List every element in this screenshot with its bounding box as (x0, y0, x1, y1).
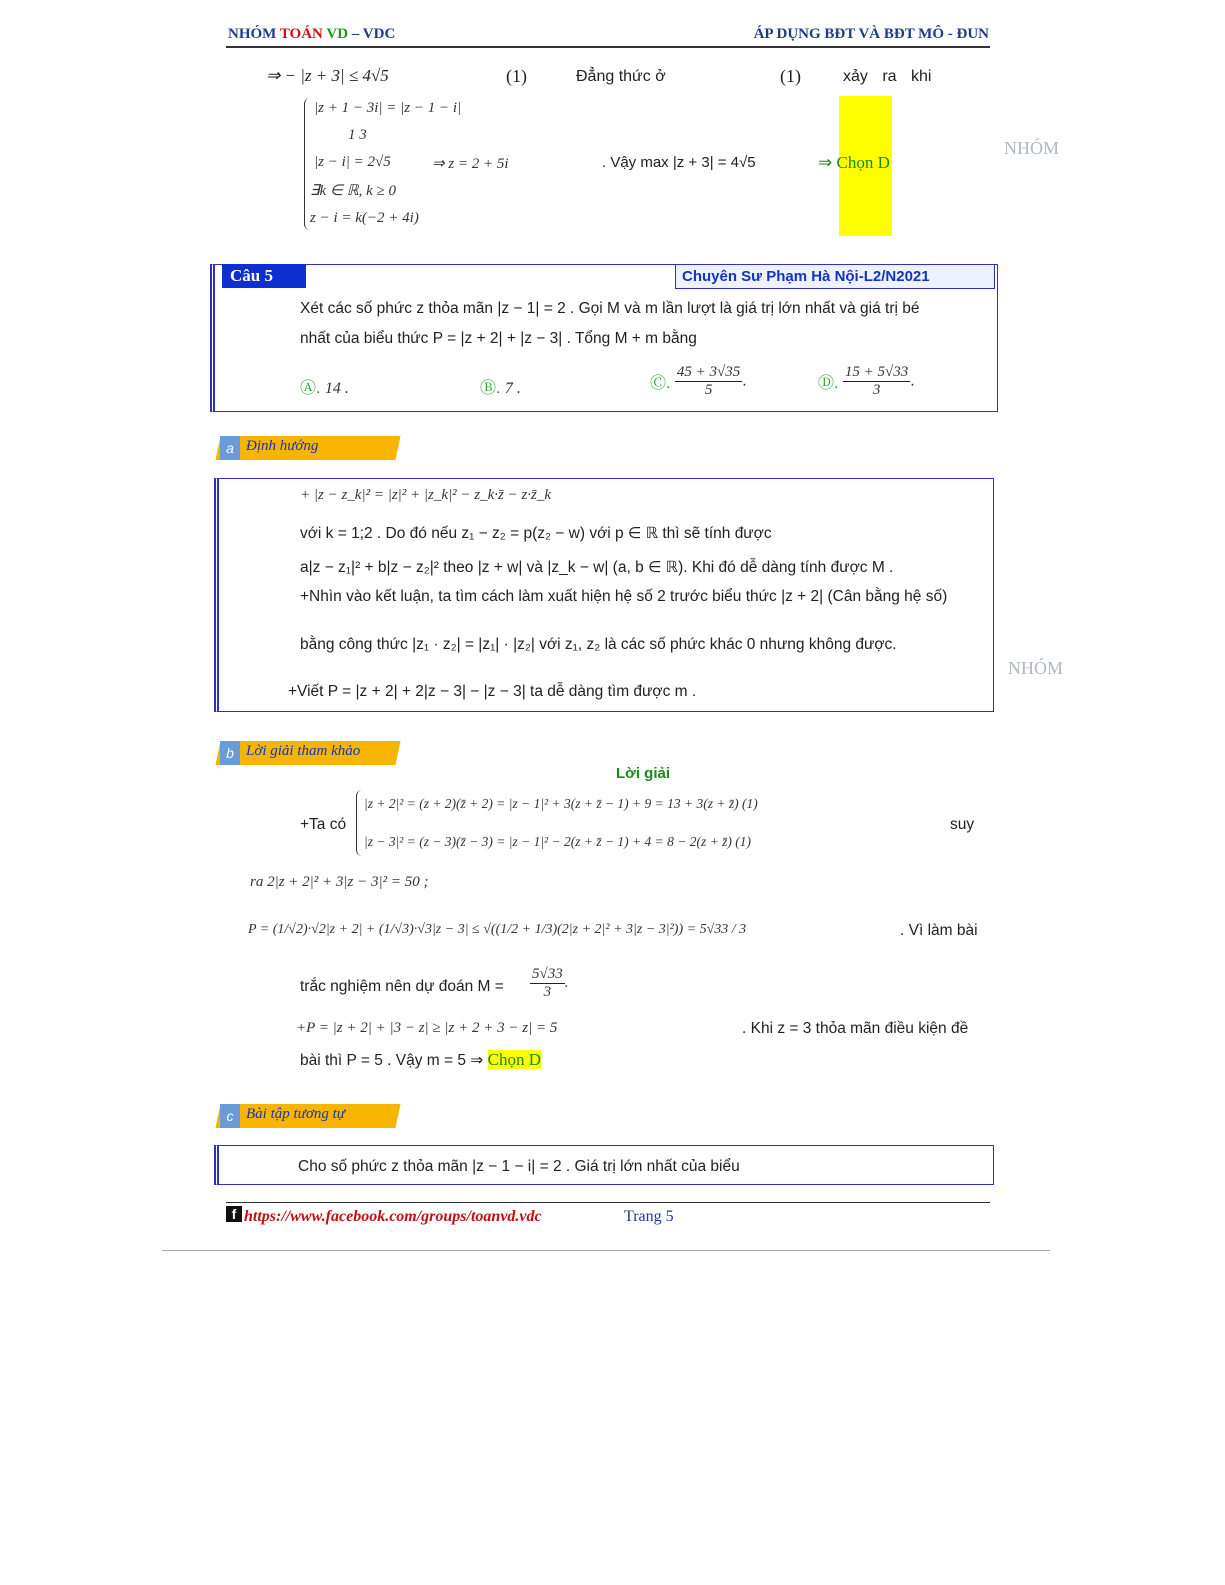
predict-text: trắc nghiệm nên dự đoán M = (300, 978, 504, 995)
question-line1: Xét các số phức z thỏa mãn |z − 1| = 2 . Gọi M và m lần lượt là giá trị lớn nhất và giá trị bé (300, 300, 920, 317)
option-c-label: Ⓒ. (650, 375, 671, 392)
header-left (228, 26, 395, 43)
section-a-title: Định hướng (246, 438, 319, 454)
ta-co-top: |z + 2|² = (z + 2)(z̄ + 2) = |z − 1|² + 3(z + z̄ − 1) + 9 = 13 + 3(z + z̄) (1) (364, 796, 758, 811)
prev-sys1: |z + 1 − 3i| = |z − 1 − i| (314, 100, 462, 116)
option-b[interactable] (480, 375, 521, 398)
final-chon-d: Chọn D (487, 1050, 541, 1069)
header-right: ÁP DỤNG BĐT VÀ BĐT MÔ - ĐUN (753, 26, 989, 42)
prev-sys2: |z − i| = 2√5 (314, 154, 391, 170)
suy-word: suy (950, 816, 975, 833)
final-line (300, 1050, 541, 1070)
question-source: Chuyên Sư Phạm Hà Nội-L2/N2021 (675, 264, 995, 289)
option-c-num: 45 + 3√35 (676, 364, 741, 380)
final-prefix: bài thì P = 5 . Vậy m = 5 ⇒ (300, 1052, 484, 1069)
footer-divider (226, 1202, 990, 1203)
section-b-letter: b (220, 741, 240, 765)
section-a-line6: +Viết P = |z + 2| + 2|z − 3| − |z − 3| ta dễ dàng tìm được m . (288, 683, 697, 700)
section-a-line5: bằng công thức |z₁ · z₂| = |z₁| · |z₂| với z₁, z₂ là các số phức khác 0 nhưng không được. (300, 636, 897, 653)
prev-sys3: ∃k ∈ ℝ, k ≥ 0 (310, 183, 396, 199)
prev-line1-math: ⇒ − |z + 3| ≤ 4√5 (266, 66, 389, 85)
question-label: Câu 5 (222, 264, 306, 288)
header-left-part1: NHÓM (228, 26, 280, 42)
prev-sys1b: 1 3 (348, 127, 367, 143)
ineq-line: P = (1/√2)·√2|z + 2| + (1/√3)·√3|z − 3| ≤ √((1/2 + 1/3)(2|z + 2|² + 3|z − 3|²)) = 5√33 / 3 (248, 922, 747, 937)
section-c-title: Bài tập tương tự (246, 1106, 345, 1122)
section-a-letter: a (220, 436, 240, 460)
prev-line1-text: Đẳng thức ở (576, 68, 666, 85)
vi-lam-bai: . Vì làm bài (900, 922, 978, 939)
header-divider (226, 46, 990, 48)
option-c-den: 5 (704, 382, 713, 398)
ra-line: ra 2|z + 2|² + 3|z − 3|² = 50 ; (250, 874, 429, 890)
option-a-text: 14 . (324, 380, 349, 397)
section-a-line3: a|z − z₁|² + b|z − z₂|² theo |z + w| và |z_k − w| (a, b ∈ ℝ). Khi đó dễ dàng tính được M . (300, 559, 894, 576)
header-left-part4: – VDC (348, 26, 396, 42)
option-a[interactable] (300, 375, 349, 398)
footer-link[interactable]: https://www.facebook.com/groups/toanvd.vdc (244, 1208, 542, 1225)
ta-co-label: +Ta có (300, 816, 347, 833)
section-a-line4: +Nhìn vào kết luận, ta tìm cách làm xuất hiện hệ số 2 trước biểu thức |z + 2| (Cân bằng hệ số) (300, 588, 948, 605)
section-a-line2: với k = 1;2 . Do đó nếu z₁ − z₂ = p(z₂ − w) với p ∈ ℝ thì sẽ tính được (300, 525, 772, 542)
footer-page: Trang 5 (624, 1208, 674, 1225)
option-b-text: 7 . (504, 380, 521, 397)
prev-line1-tag2: (1) (780, 66, 801, 86)
header-left-part2: TOÁN (279, 26, 323, 42)
predict-frac: $\frac{5√33}{3}$ . (532, 966, 569, 1000)
facebook-icon: f (226, 1206, 242, 1222)
min-line: +P = |z + 2| + |3 − z| ≥ |z + 2 + 3 − z| = 5 (296, 1020, 558, 1036)
predict-den: 3 (543, 984, 552, 1000)
watermark-top: NHÓM (1004, 138, 1060, 158)
prev-sys2-mid: ⇒ z = 2 + 5i (432, 156, 509, 172)
option-d-label: Ⓓ. (818, 375, 839, 392)
prev-sys2-text: . Vậy max |z + 3| = 4√5 (602, 154, 756, 171)
predict-num: 5√33 (532, 966, 563, 982)
prev-line1-end: xảy ra khi (843, 68, 932, 85)
option-d-den: 3 (872, 382, 881, 398)
section-c-letter: c (220, 1104, 240, 1128)
watermark-mid: NHÓM (1008, 658, 1064, 678)
section-c-line1: Cho số phức z thỏa mãn |z − 1 − i| = 2 . Giá trị lớn nhất của biểu (298, 1158, 740, 1175)
option-a-label: Ⓐ. (300, 380, 321, 397)
loi-giai-title: Lời giải (616, 765, 671, 782)
header-left-part3: VD (322, 26, 349, 42)
prev-chon-d: ⇒ Chọn D (818, 153, 890, 172)
section-a-line1: + |z − z_k|² = |z|² + |z_k|² − z_k·z̄ − z·z̄_k (300, 487, 552, 503)
option-d-num: 15 + 5√33 (844, 364, 909, 380)
prev-line1-tag: (1) (506, 66, 527, 86)
ta-co-bot: |z − 3|² = (z − 3)(z̄ − 3) = |z − 1|² − 2(z + z̄ − 1) + 4 = 8 − 2(z + z̄) (1) (364, 834, 751, 849)
option-d[interactable]: Ⓓ. $\frac{15 + 5√33}{3}$ . (818, 364, 915, 398)
question-line2: nhất của biểu thức P = |z + 2| + |z − 3| . Tổng M + m bằng (300, 330, 697, 347)
option-b-label: Ⓑ. (480, 380, 501, 397)
prev-sys4: z − i = k(−2 + 4i) (310, 210, 419, 226)
min-line-text: . Khi z = 3 thỏa mãn điều kiện đề (742, 1020, 969, 1037)
option-c[interactable]: Ⓒ. $\frac{45 + 3√35}{5}$ . (650, 364, 747, 398)
section-b-title: Lời giải tham khảo (246, 743, 361, 759)
page-bottom-rule (162, 1250, 1050, 1251)
